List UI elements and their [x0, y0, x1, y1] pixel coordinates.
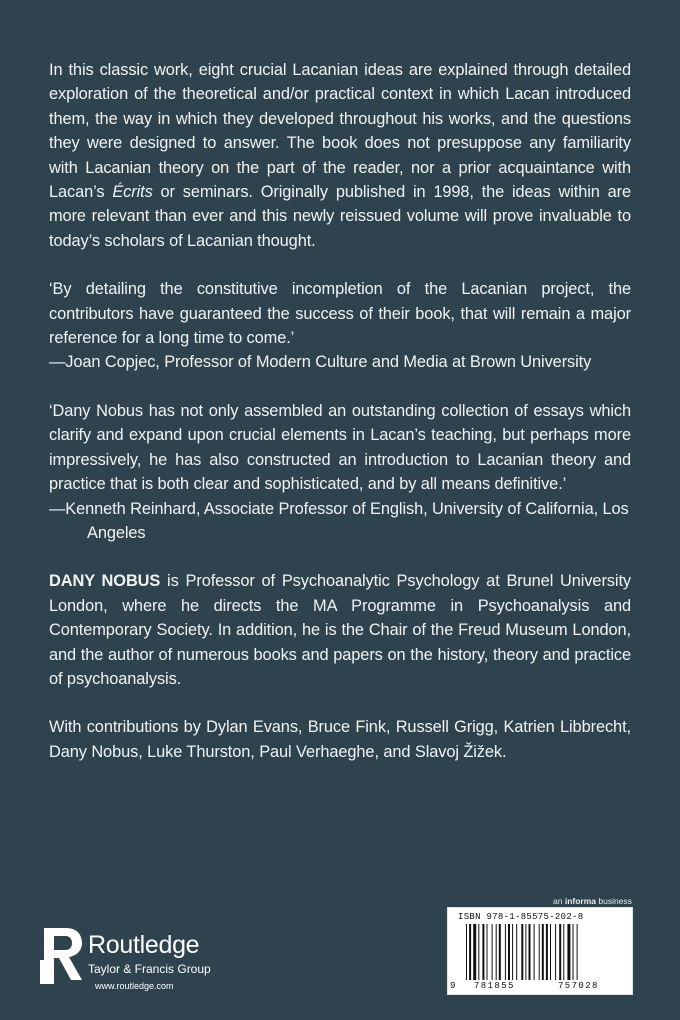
endorsement-attribution: —Kenneth Reinhard, Associate Professor of English, University of California, Los Angeles — [49, 499, 629, 542]
endorsement-copjec — [49, 277, 631, 375]
endorsement-attribution: —Joan Copjec, Professor of Modern Culture and Media at Brown University — [49, 353, 592, 372]
ecrits-title: Écrits — [112, 183, 153, 202]
author-name: DANY NOBUS — [49, 572, 161, 591]
author-bio — [49, 569, 631, 691]
author-bio-text: is Professor of Psychoanalytic Psychology at Brunel University London, where he directs the MA Programme in Psychoanalysis and Contemporary Society. In addition, he is the Chair of the Freud Museum London, and the author of numerous books and papers on the history, theory and practice of psychoanalysis. — [49, 572, 631, 688]
publisher-name: Routledge — [88, 931, 200, 959]
tag-suffix: business — [596, 896, 632, 906]
contributors-note: With contributions by Dylan Evans, Bruce Fink, Russell Grigg, Katrien Libbrecht, Dany Nobus, Luke Thurston, Paul Verhaeghe, and Slavoj Žižek. — [49, 718, 631, 761]
barcode-bars-icon — [456, 924, 626, 980]
barcode-digits-left: 781855 — [474, 981, 515, 991]
publisher-group: Taylor & Francis Group — [88, 962, 211, 976]
endorsement-reinhard — [49, 399, 631, 545]
isbn-barcode — [447, 907, 633, 995]
back-cover-text — [49, 58, 631, 764]
routledge-logo-icon — [38, 926, 84, 986]
publisher-url: www.routledge.com — [95, 981, 174, 991]
description-text: In this classic work, eight crucial Lacanian ideas are explained through detailed exploration of the theoretical and/or practical context in which Lacan introduced them, the way in which they developed throughout his works, and the questions they were designed to answer. The book does not presuppose any familiarity with Lacanian theory on the part of the reader, nor a prior acquaintance with Lacan’s — [49, 61, 631, 202]
endorsement-text: ‘By detailing the constitutive incompletion of the Lacanian project, the contributors have guaranteed the success of their book, that will remain a major reference for a long time to come.’ — [49, 280, 631, 348]
endorsement-text: ‘Dany Nobus has not only assembled an outstanding collection of essays which clarify and expand upon crucial elements in Lacan’s teaching, but perhaps more impressively, he has also constructed an introduction to Lacanian theory and practice that is both clear and sophisticated, and by all means definitive.’ — [49, 401, 631, 494]
barcode-digits-right: 757028 — [558, 981, 599, 991]
tag-brand: informa — [564, 896, 596, 906]
book-description — [49, 58, 631, 253]
tag-prefix: an — [553, 896, 565, 906]
isbn-label: ISBN 978-1-85575-202-8 — [458, 912, 584, 922]
description-text-cont: or seminars. Originally published in 1998, the ideas within are more relevant than ever and this newly reissued volume will prove invaluable to today’s scholars of Lacanian thought. — [49, 183, 631, 250]
informa-tag — [553, 896, 632, 906]
barcode-lead-digit: 9 — [450, 981, 457, 991]
